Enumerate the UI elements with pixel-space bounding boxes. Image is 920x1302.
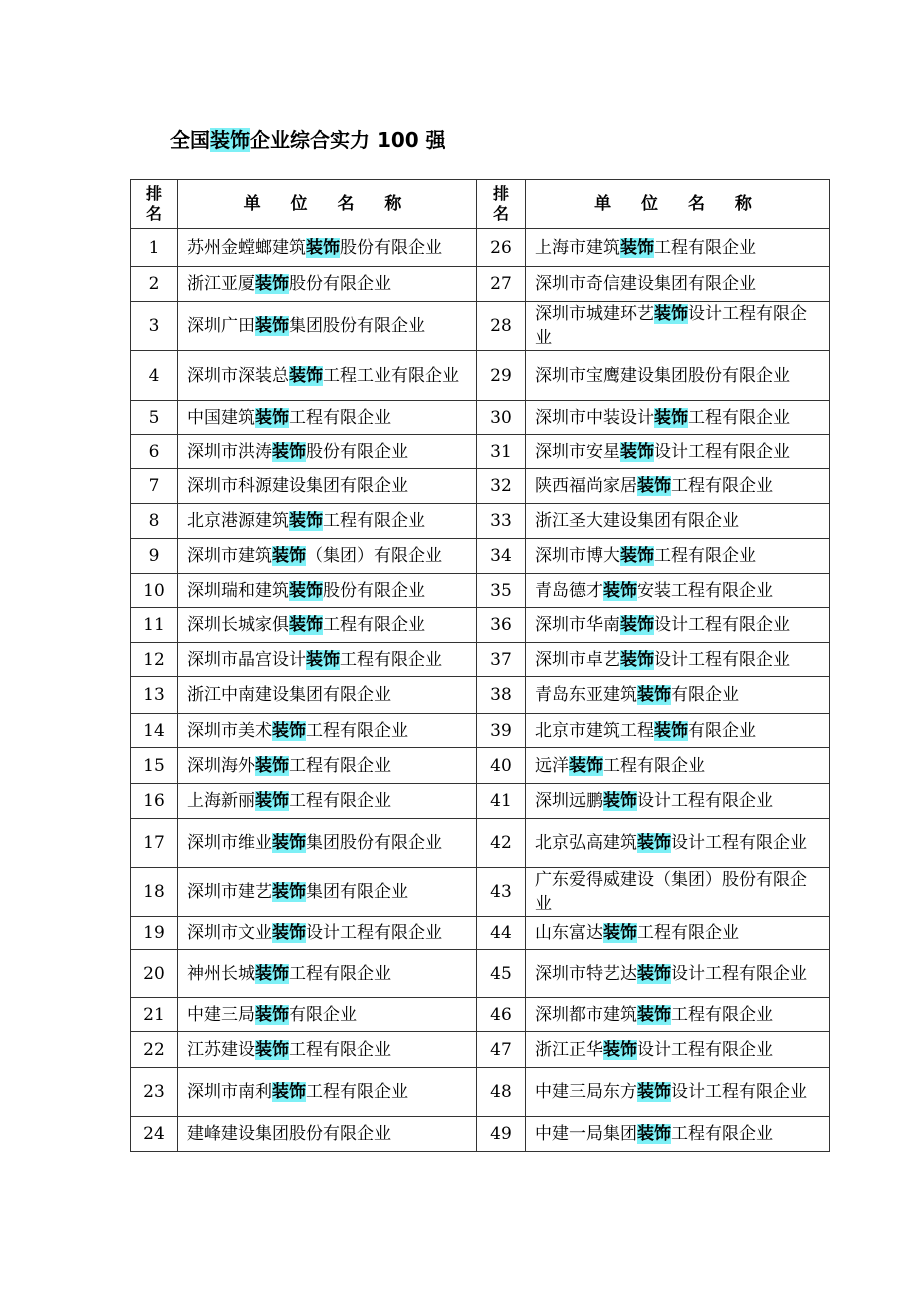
table-row [131, 1117, 830, 1152]
company-name: 北京港源建筑装饰工程有限企业 [178, 504, 477, 539]
table-row [131, 469, 830, 504]
highlighted-keyword: 装饰 [255, 407, 289, 428]
table-row [131, 748, 830, 784]
rank-cell: 4 [131, 351, 178, 401]
company-name: 中建一局集团装饰工程有限企业 [526, 1117, 830, 1152]
rank-cell: 17 [131, 819, 178, 868]
rank-cell: 7 [131, 469, 178, 504]
rank-cell: 11 [131, 608, 178, 643]
table-row [131, 229, 830, 267]
table-row [131, 401, 830, 435]
highlighted-keyword: 装饰 [620, 615, 654, 635]
highlighted-keyword: 装饰 [272, 833, 306, 853]
company-name: 陕西福尚家居装饰工程有限企业 [526, 469, 830, 504]
company-name: 中建三局东方装饰设计工程有限企业 [526, 1068, 830, 1117]
rank-cell: 31 [477, 435, 526, 469]
company-name: 深圳市特艺达装饰设计工程有限企业 [526, 950, 830, 998]
highlighted-keyword: 装饰 [654, 304, 688, 324]
company-name: 广东爱得威建设（集团）股份有限企业 [526, 868, 830, 917]
highlighted-keyword: 装饰 [654, 407, 688, 428]
company-name: 深圳市科源建设集团有限企业 [178, 469, 477, 504]
highlighted-keyword: 装饰 [289, 511, 323, 531]
rank-cell: 45 [477, 950, 526, 998]
highlighted-keyword: 装饰 [603, 580, 637, 601]
rank-cell: 49 [477, 1117, 526, 1152]
ranking-table [130, 179, 830, 1152]
highlighted-keyword: 装饰 [255, 755, 289, 776]
rank-cell: 47 [477, 1032, 526, 1068]
highlighted-keyword: 装饰 [255, 963, 289, 984]
company-name: 深圳广田装饰集团股份有限企业 [178, 302, 477, 351]
rank-cell: 10 [131, 574, 178, 608]
company-name: 浙江正华装饰设计工程有限企业 [526, 1032, 830, 1068]
highlighted-keyword: 装饰 [637, 685, 671, 705]
rank-cell: 9 [131, 539, 178, 574]
table-row [131, 714, 830, 748]
rank-cell: 24 [131, 1117, 178, 1152]
rank-header: 排 名 [131, 180, 178, 229]
rank-cell: 39 [477, 714, 526, 748]
rank-cell: 6 [131, 435, 178, 469]
company-name: 深圳市深装总装饰工程工业有限企业 [178, 351, 477, 401]
rank-cell: 27 [477, 267, 526, 302]
company-name: 深圳市南利装饰工程有限企业 [178, 1068, 477, 1117]
rank-cell: 36 [477, 608, 526, 643]
highlighted-keyword: 装饰 [306, 237, 340, 258]
company-name: 深圳远鹏装饰设计工程有限企业 [526, 784, 830, 819]
table-row [131, 917, 830, 950]
rank-cell: 42 [477, 819, 526, 868]
company-name: 深圳市美术装饰工程有限企业 [178, 714, 477, 748]
table-row [131, 784, 830, 819]
rank-cell: 1 [131, 229, 178, 267]
highlighted-keyword: 装饰 [272, 441, 306, 462]
highlighted-keyword: 装饰 [620, 649, 654, 670]
name-header: 单 位 名 称 [178, 180, 477, 229]
rank-cell: 40 [477, 748, 526, 784]
rank-cell: 35 [477, 574, 526, 608]
table-row [131, 1032, 830, 1068]
table-row [131, 643, 830, 677]
company-name: 上海市建筑装饰工程有限企业 [526, 229, 830, 267]
highlighted-keyword: 装饰 [255, 316, 289, 336]
table-header-row [131, 180, 830, 229]
table-row [131, 608, 830, 643]
company-name: 深圳市文业装饰设计工程有限企业 [178, 917, 477, 950]
table-row [131, 435, 830, 469]
rank-cell: 37 [477, 643, 526, 677]
table-row [131, 504, 830, 539]
company-name: 中建三局装饰有限企业 [178, 998, 477, 1032]
highlighted-keyword: 装饰 [289, 615, 323, 635]
highlighted-keyword: 装饰 [637, 1124, 671, 1144]
company-name: 深圳市建艺装饰集团有限企业 [178, 868, 477, 917]
rank-cell: 46 [477, 998, 526, 1032]
highlighted-keyword: 装饰 [272, 882, 306, 902]
company-name: 深圳市奇信建设集团有限企业 [526, 267, 830, 302]
company-name: 江苏建设装饰工程有限企业 [178, 1032, 477, 1068]
rank-cell: 30 [477, 401, 526, 435]
rank-cell: 33 [477, 504, 526, 539]
rank-cell: 32 [477, 469, 526, 504]
rank-cell: 43 [477, 868, 526, 917]
highlighted-keyword: 装饰 [272, 720, 306, 741]
rank-cell: 13 [131, 677, 178, 714]
highlighted-keyword: 装饰 [637, 1004, 671, 1025]
highlighted-keyword: 装饰 [255, 1039, 289, 1060]
highlighted-keyword: 装饰 [272, 1082, 306, 1102]
highlighted-keyword: 装饰 [306, 649, 340, 670]
rank-cell: 12 [131, 643, 178, 677]
company-name: 中国建筑装饰工程有限企业 [178, 401, 477, 435]
rank-cell: 28 [477, 302, 526, 351]
company-name: 浙江圣大建设集团有限企业 [526, 504, 830, 539]
rank-header: 排 名 [477, 180, 526, 229]
highlighted-keyword: 装饰 [255, 791, 289, 811]
title-highlight: 装饰 [210, 128, 250, 152]
rank-cell: 2 [131, 267, 178, 302]
highlighted-keyword: 装饰 [603, 923, 637, 943]
highlighted-keyword: 装饰 [637, 1082, 671, 1102]
rank-cell: 21 [131, 998, 178, 1032]
company-name: 深圳都市建筑装饰工程有限企业 [526, 998, 830, 1032]
rank-cell: 16 [131, 784, 178, 819]
table-row [131, 267, 830, 302]
company-name: 北京弘高建筑装饰设计工程有限企业 [526, 819, 830, 868]
company-name: 深圳长城家俱装饰工程有限企业 [178, 608, 477, 643]
company-name: 神州长城装饰工程有限企业 [178, 950, 477, 998]
rank-cell: 19 [131, 917, 178, 950]
highlighted-keyword: 装饰 [569, 755, 603, 776]
company-name: 深圳市维业装饰集团股份有限企业 [178, 819, 477, 868]
rank-cell: 48 [477, 1068, 526, 1117]
table-row [131, 677, 830, 714]
highlighted-keyword: 装饰 [289, 580, 323, 601]
company-name: 深圳市华南装饰设计工程有限企业 [526, 608, 830, 643]
rank-cell: 34 [477, 539, 526, 574]
rank-cell: 20 [131, 950, 178, 998]
table-row [131, 819, 830, 868]
company-name: 深圳瑞和建筑装饰股份有限企业 [178, 574, 477, 608]
company-name: 深圳市中装设计装饰工程有限企业 [526, 401, 830, 435]
rank-cell: 29 [477, 351, 526, 401]
company-name: 建峰建设集团股份有限企业 [178, 1117, 477, 1152]
company-name: 深圳市晶宫设计装饰工程有限企业 [178, 643, 477, 677]
highlighted-keyword: 装饰 [637, 963, 671, 984]
highlighted-keyword: 装饰 [603, 1039, 637, 1060]
company-name: 深圳市洪涛装饰股份有限企业 [178, 435, 477, 469]
highlighted-keyword: 装饰 [255, 274, 289, 294]
highlighted-keyword: 装饰 [637, 833, 671, 853]
name-header: 单 位 名 称 [526, 180, 830, 229]
page-title: 全国装饰企业综合实力 100 强 [170, 128, 446, 152]
company-name: 青岛德才装饰安装工程有限企业 [526, 574, 830, 608]
company-name: 深圳市安星装饰设计工程有限企业 [526, 435, 830, 469]
rank-cell: 8 [131, 504, 178, 539]
company-name: 深圳市宝鹰建设集团股份有限企业 [526, 351, 830, 401]
company-name: 深圳海外装饰工程有限企业 [178, 748, 477, 784]
table-row [131, 302, 830, 351]
company-name: 上海新丽装饰工程有限企业 [178, 784, 477, 819]
rank-cell: 18 [131, 868, 178, 917]
highlighted-keyword: 装饰 [620, 237, 654, 258]
rank-cell: 23 [131, 1068, 178, 1117]
rank-cell: 44 [477, 917, 526, 950]
company-name: 远洋装饰工程有限企业 [526, 748, 830, 784]
highlighted-keyword: 装饰 [620, 546, 654, 566]
company-name: 深圳市建筑装饰（集团）有限企业 [178, 539, 477, 574]
highlighted-keyword: 装饰 [654, 720, 688, 741]
table-row [131, 351, 830, 401]
company-name: 浙江中南建设集团有限企业 [178, 677, 477, 714]
rank-cell: 15 [131, 748, 178, 784]
highlighted-keyword: 装饰 [620, 441, 654, 462]
rank-cell: 41 [477, 784, 526, 819]
table-row [131, 868, 830, 917]
highlighted-keyword: 装饰 [272, 546, 306, 566]
rank-cell: 38 [477, 677, 526, 714]
table-row [131, 574, 830, 608]
rank-cell: 26 [477, 229, 526, 267]
highlighted-keyword: 装饰 [289, 365, 323, 386]
company-name: 深圳市城建环艺装饰设计工程有限企业 [526, 302, 830, 351]
company-name: 浙江亚厦装饰股份有限企业 [178, 267, 477, 302]
company-name: 深圳市卓艺装饰设计工程有限企业 [526, 643, 830, 677]
highlighted-keyword: 装饰 [603, 791, 637, 811]
highlighted-keyword: 装饰 [272, 923, 306, 943]
company-name: 北京市建筑工程装饰有限企业 [526, 714, 830, 748]
table-row [131, 1068, 830, 1117]
highlighted-keyword: 装饰 [255, 1004, 289, 1025]
rank-cell: 5 [131, 401, 178, 435]
table-row [131, 998, 830, 1032]
rank-cell: 22 [131, 1032, 178, 1068]
company-name: 深圳市博大装饰工程有限企业 [526, 539, 830, 574]
rank-cell: 3 [131, 302, 178, 351]
highlighted-keyword: 装饰 [637, 476, 671, 496]
rank-cell: 14 [131, 714, 178, 748]
company-name: 青岛东亚建筑装饰有限企业 [526, 677, 830, 714]
company-name: 苏州金螳螂建筑装饰股份有限企业 [178, 229, 477, 267]
table-row [131, 539, 830, 574]
company-name: 山东富达装饰工程有限企业 [526, 917, 830, 950]
table-row [131, 950, 830, 998]
